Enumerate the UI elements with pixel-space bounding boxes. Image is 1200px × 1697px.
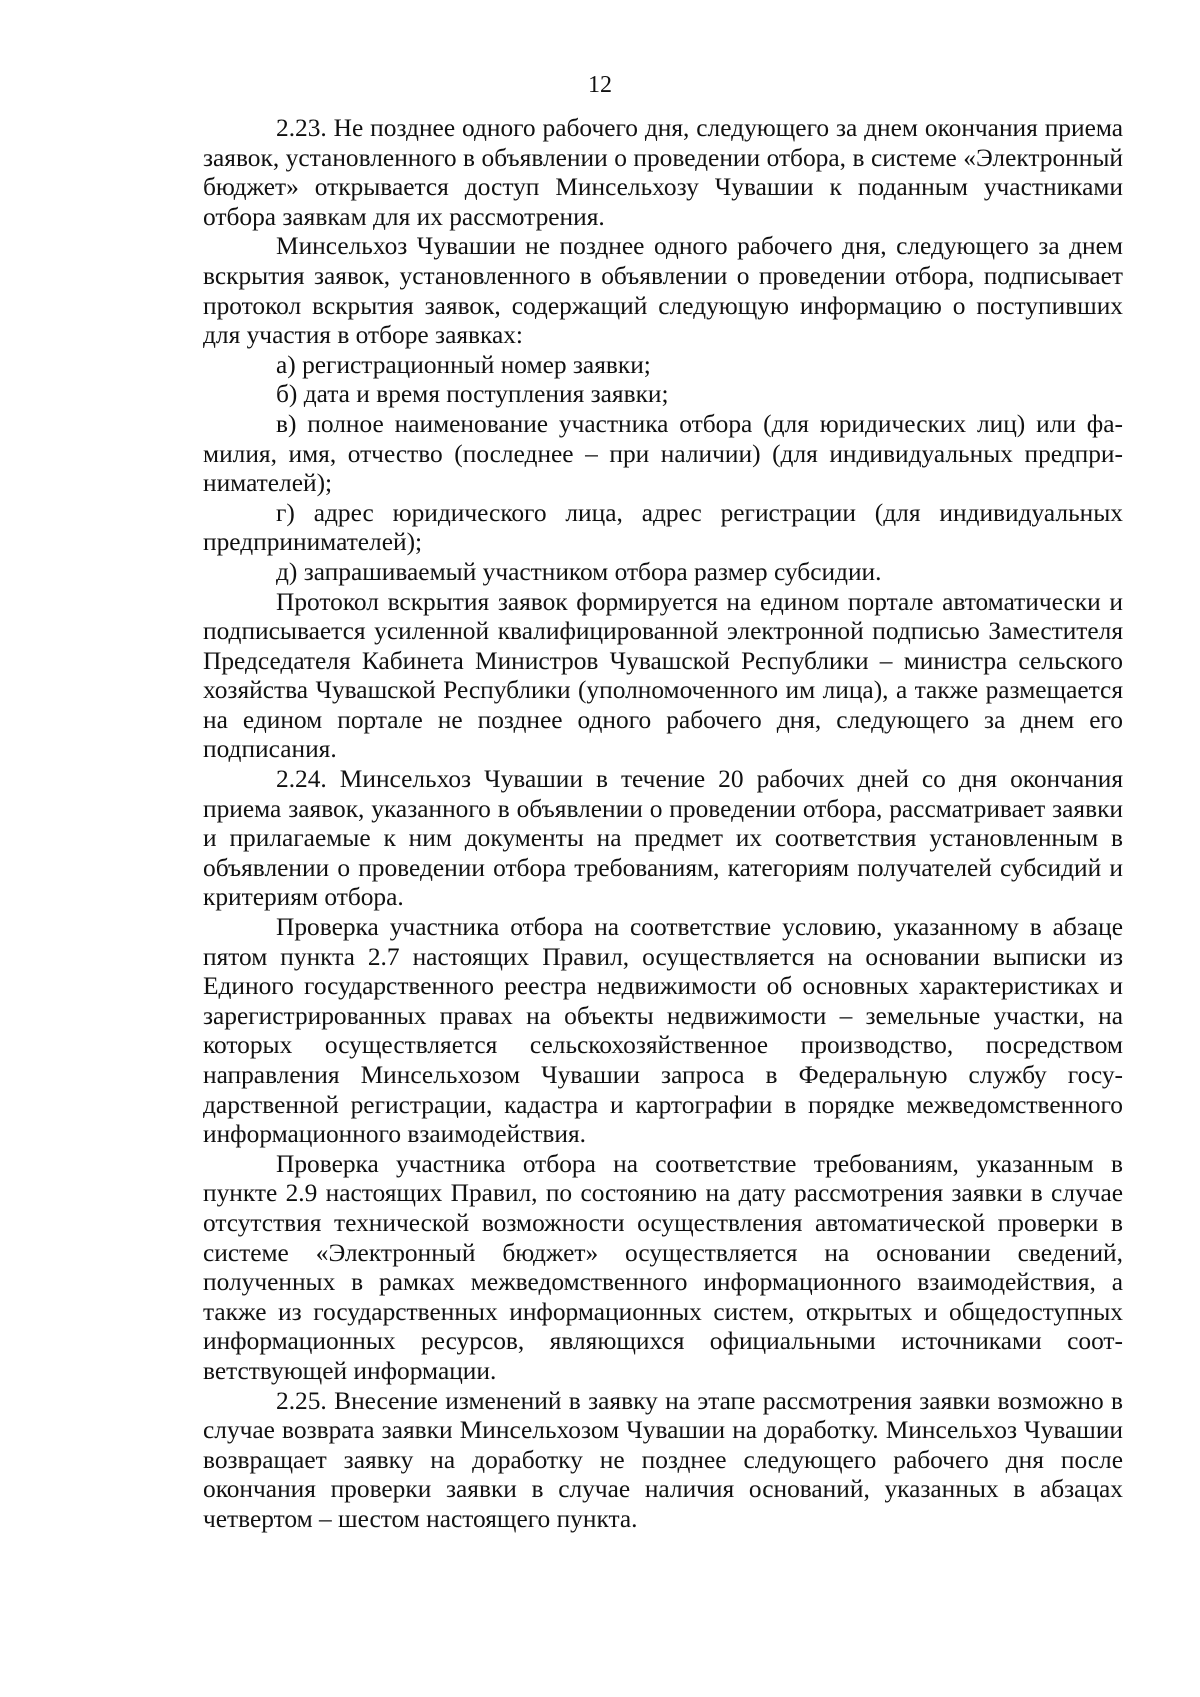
- paragraph-2-25: 2.25. Внесение изменений в заявку на этапе рассмотрения заявки возможно в случае возврата заявки Минсельхозом Чувашии на доработку. Минсельхоз Чувашии возвращает заявку на доработку не позднее следующего рабочего дня после окончания проверки заявки в случае наличия оснований, указанных в абзацах четвертом – шестом настоящего пункта.: [203, 1386, 1123, 1533]
- paragraph-check-condition: Проверка участника отбора на соответствие условию, указанному в абзаце пятом пункта 2.7 настоящих Правил, осуществляется на основании выписки из Единого государственного реестра недвижимости об основных характеристиках и зарегистрированных правах на объекты недвижимости – земельные участки, на которых осуществляется сельскохозяйственное производство, посредством направления Минсельхозом Чувашии запроса в Федеральную службу государственной регистрации, кадастра и картографии в порядке межведомственного информационного взаимодействия.: [203, 913, 1123, 1149]
- page-number: 12: [588, 72, 612, 98]
- list-item-d: д) запрашиваемый участником отбора размер субсидии.: [276, 557, 882, 586]
- paragraph-check-requirements: Проверка участника отбора на соответствие требованиям, указанным в пункте 2.9 настоящих Правил, по состоянию на дату рассмотрения заявки в случае отсутствия технической возможности осуществления автоматической проверки в системе «Электронный бюджет» осуществляется на основании сведений, полученных в рамках межведомственного информационного взаимодействия, а также из государственных информационных систем, открытых и общедоступных информационных ресурсов, являющихся официальными источниками соответствующей информации.: [203, 1149, 1123, 1385]
- list-item-g: г) адрес юридического лица, адрес регистрации (для индивидуальных предпринимателей);: [203, 498, 1123, 557]
- paragraph-protocol-portal: Протокол вскрытия заявок формируется на едином портале автоматически и подписывается усиленной квалифицированной электронной подписью Заместителя Председателя Кабинета Министров Чувашской Республики – министра сельского хозяйства Чувашской Республики (уполномоченного им лица), а также размещается на едином портале не позднее одного рабочего дня, следующего за днем его подписания.: [203, 587, 1123, 764]
- paragraph-2-24: 2.24. Минсельхоз Чувашии в течение 20 рабочих дней со дня окончания приема заявок, указанного в объявлении о проведении отбора, рассматривает заявки и прилагаемые к ним документы на предмет их соответствия установленным в объявлении о проведении отбора требованиям, категориям получателей субсидий и критериям отбора.: [203, 765, 1123, 912]
- document-body: [203, 114, 1123, 1535]
- list-item-a: а) регистрационный номер заявки;: [276, 350, 651, 379]
- paragraph-protocol-signing: Минсельхоз Чувашии не позднее одного рабочего дня, следующего за днем вскрытия заявок, установленного в объявлении о проведении отбора, подписывает протокол вскрытия заявок, содержащий следующую информацию о поступивших для участия в отборе заявках:: [203, 232, 1123, 350]
- paragraph-2-23: 2.23. Не позднее одного рабочего дня, следующего за днем окончания приема заявок, установленного в объявлении о проведении отбора, в системе «Электронный бюджет» открывается доступ Минсельхозу Чувашии к поданным участниками отбора заявкам для их рассмотрения.: [203, 114, 1123, 231]
- list-item-b: б) дата и время поступления заявки;: [276, 380, 669, 409]
- list-item-v: в) полное наименование участника отбора (для юридических лиц) или фамилия, имя, отчество (последнее – при наличии) (для индивидуальных предпринимателей);: [203, 409, 1123, 498]
